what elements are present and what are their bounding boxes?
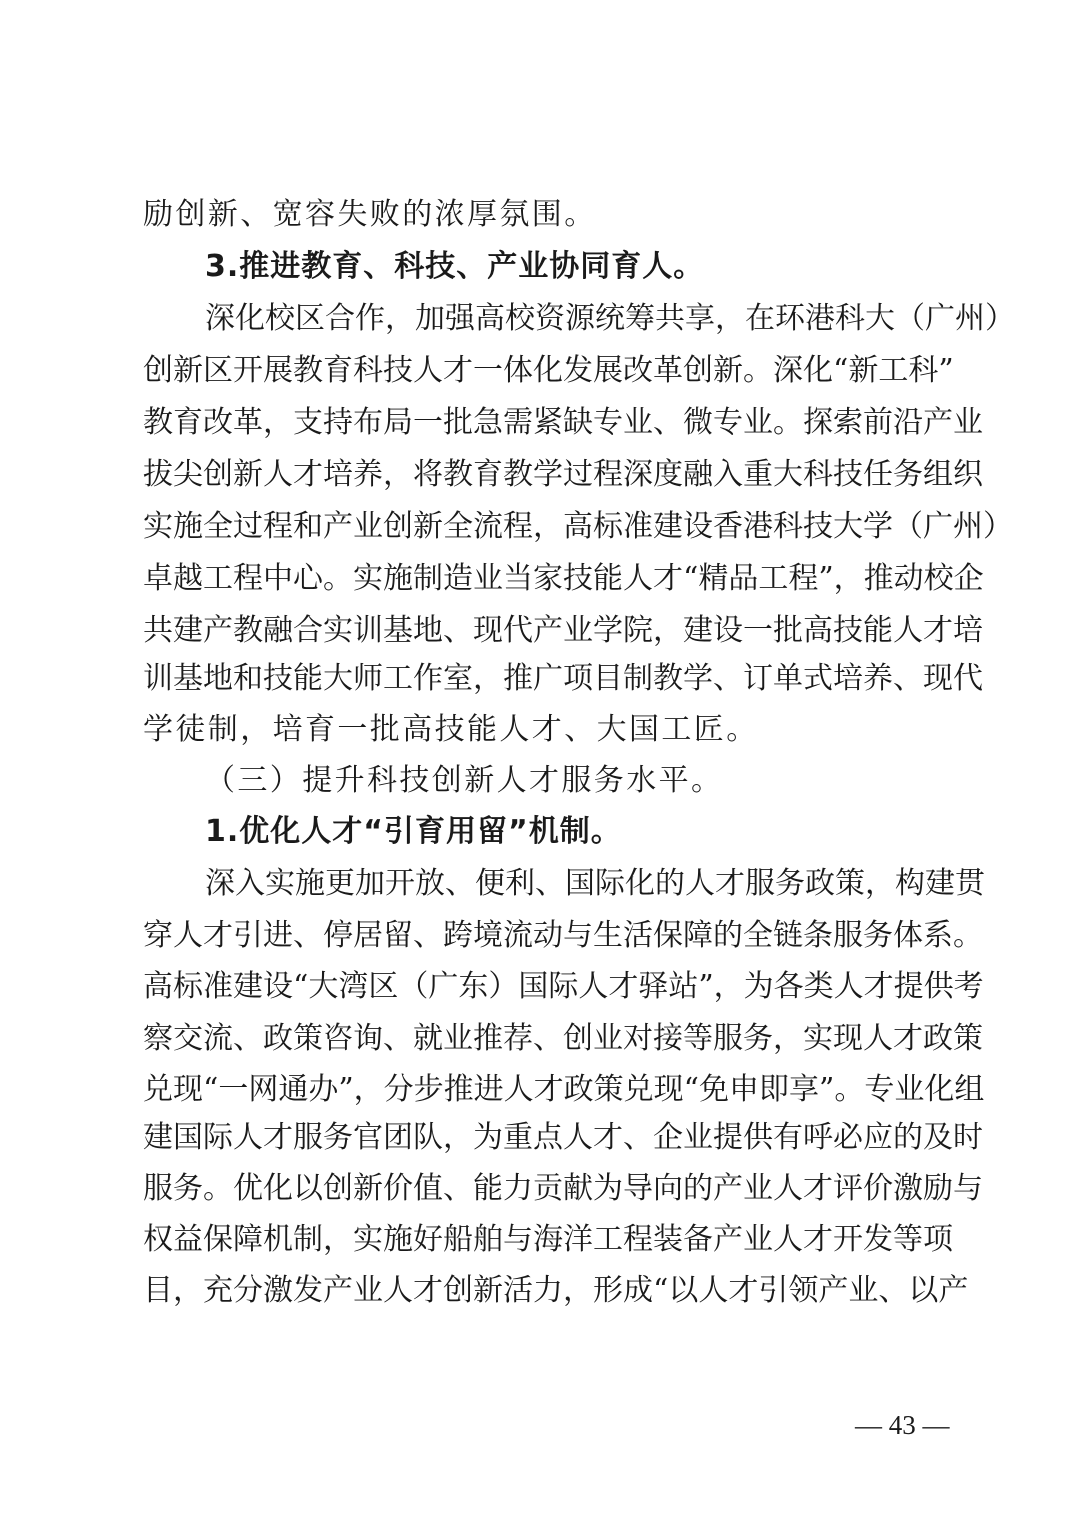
paragraph-line: 励创新、宽容失败的浓厚氛围。 <box>143 197 597 232</box>
paragraph-line: 学徒制，培育一批高技能人才、大国工匠。 <box>143 712 759 747</box>
section-heading: 1.优化人才“引育用留”机制。 <box>205 814 622 849</box>
paragraph-line: 穿人才引进、停居留、跨境流动与生活保障的全链条服务体系。 <box>143 918 983 953</box>
section-heading: 3.推进教育、科技、产业协同育人。 <box>205 249 705 284</box>
paragraph-line: 卓越工程中心。实施制造业当家技能人才“精品工程”，推动校企 <box>143 561 984 596</box>
paragraph-line: 共建产教融合实训基地、现代产业学院，建设一批高技能人才培 <box>143 613 983 648</box>
paragraph-line: 创新区开展教育科技人才一体化发展改革创新。深化“新工科” <box>143 353 954 388</box>
page-number: — 43 — <box>855 1410 950 1440</box>
paragraph-line: 兑现“一网通办”，分步推进人才政策兑现“免申即享”。专业化组 <box>143 1072 985 1107</box>
paragraph-line: 建国际人才服务官团队，为重点人才、企业提供有呼必应的及时 <box>143 1120 983 1155</box>
paragraph-line: 拔尖创新人才培养，将教育教学过程深度融入重大科技任务组织 <box>143 457 983 492</box>
paragraph-line: 实施全过程和产业创新全流程，高标准建设香港科技大学（广州） <box>143 509 1013 544</box>
paragraph-line: 察交流、政策咨询、就业推荐、创业对接等服务，实现人才政策 <box>143 1021 983 1056</box>
paragraph-line: 高标准建设“大湾区（广东）国际人才驿站”，为各类人才提供考 <box>143 969 984 1004</box>
paragraph-line: 权益保障机制，实施好船舶与海洋工程装备产业人才开发等项 <box>143 1222 953 1257</box>
paragraph-line: 教育改革，支持布局一批急需紧缺专业、微专业。探索前沿产业 <box>143 405 983 440</box>
paragraph-line: 服务。优化以创新价值、能力贡献为导向的产业人才评价激励与 <box>143 1171 983 1206</box>
paragraph-line: 训基地和技能大师工作室，推广项目制教学、订单式培养、现代 <box>143 661 983 696</box>
paragraph-line: 目，充分激发产业人才创新活力，形成“以人才引领产业、以产 <box>143 1273 969 1308</box>
paragraph-line: 深入实施更加开放、便利、国际化的人才服务政策，构建贯 <box>205 866 985 901</box>
subsection-heading: （三）提升科技创新人才服务水平。 <box>205 763 724 798</box>
paragraph-line: 深化校区合作，加强高校资源统筹共享，在环港科大（广州） <box>205 301 1015 336</box>
